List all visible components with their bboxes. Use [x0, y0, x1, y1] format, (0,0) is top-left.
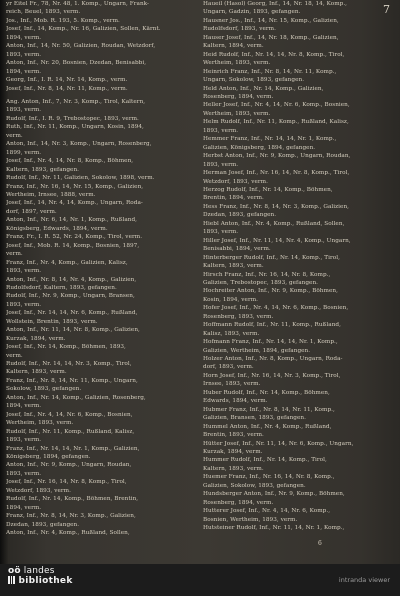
entry-line: Hochreiter Anton, Inf., Nr. 9, Komp., Böhmen, [203, 288, 338, 295]
entry-line: Hemmer Franz, Inf., Nr. 14, 14, Nr. 1, Komp., [203, 136, 337, 143]
entry-line: Horn Josef, Inf., Nr. 16, 14, Nr. 3, Komp., Tirol, [203, 372, 341, 379]
library-logo[interactable] [8, 566, 73, 587]
entry-line: Hutsteiner Rudolf, Inf., Nr. 11, 14, Nr. 1, Komp., [203, 525, 345, 532]
entry-line: Franz, Inf., Nr. 16, 14, Nr. 15, Komp., Galizien, [6, 183, 144, 190]
entry-line: 1894, verm. [6, 68, 42, 75]
entry-line: 1893, verm. [203, 229, 239, 236]
entry-line: 1893, verm. [6, 301, 42, 308]
entry-line: Ruth, Inf., Nr. 11, Komp., Ungarn, Kosin, 1894, [6, 124, 144, 131]
entry-line: Königsberg, Edwards, 1894, verm. [6, 225, 108, 232]
entry-line: Herman Josef, Inf., Nr. 16, 14, Nr. 8, Komp., Tirol, [203, 170, 350, 177]
entry-line: Josef, Inf., Nr. 4, 14, Nr. 6, Komp., Bosnien, [6, 411, 133, 418]
entry-line: Wertheim, Irnsee, 1888, verm. [6, 191, 96, 198]
entry-line: Hausner Jos., Inf., 14, Nr. 15, Komp., Galizien, [203, 17, 339, 24]
entry-line: Brentin, 1893, verm. [203, 432, 264, 439]
entry-line: Franz, Inf., Nr. 14, 14, Nr. 1, Komp., Galizien, [6, 445, 140, 452]
page-number: 7 [383, 3, 390, 16]
entry-line: Kurzak, 1894, verm. [203, 449, 263, 456]
entry-line: Wollstein, Brentin, 1893, verm. [6, 318, 98, 325]
entry-line: Anton, Inf., Nr. 4, Komp., Rußland, Sollen, [6, 530, 130, 537]
entry-line: Rosenberg, 1894, verm. [203, 93, 274, 100]
entry-line: 1893, verm. [6, 268, 42, 275]
entry-line: Hess Franz, Inf., Nr. 8, 14, Nr. 3, Komp., Galizien, [203, 203, 350, 210]
entry-line: Brentin, 1894, verm. [203, 195, 264, 202]
entry-line: Rudolf, Inf., Nr. 11, Galizien, Sokolow, 1898, verm. [6, 175, 155, 182]
entry-line: Kalisz, 1893, verm. [203, 330, 260, 337]
entry-line: Anton, Inf., Nr. 14, Komp., Galizien, Rosenberg, [6, 394, 146, 401]
entry-line: verm. [6, 132, 23, 139]
entry-line: Kaltern, 1893, verm. [203, 263, 264, 270]
entry-line: Hundsberger Anton, Inf., Nr. 9, Komp., Böhmen, [203, 491, 345, 498]
entry-line: Rudolf, Inf., Nr. 9, Komp., Ungarn, Bransen, [6, 293, 135, 300]
entry-line: Hummer Rudolf, Inf., Nr. 14, Komp., Tirol, [203, 457, 327, 464]
entry-line: Hofer Josef, Inf., Nr. 4, 14, Nr. 6, Komp., Bosnien, [203, 305, 349, 312]
entry-line: Rosenberg, 1894, verm. [203, 499, 274, 506]
entry-line: Anton, Inf., Nr. 9, Komp., Ungarn, Roudan, [6, 462, 132, 469]
entry-line: Hutterer Josef, Inf., Nr. 4, 14, Nr. 6, Komp., [203, 508, 331, 515]
entry-line: Kaltern, 1893, gefangen. [6, 166, 80, 173]
entry-line: Rosenberg, 1893, verm. [203, 313, 274, 320]
entry-line: Franz, Fr., I. R. 52, Nr. 24, Komp., Tirol, verm. [6, 234, 143, 241]
viewer-label: intranda viewer [338, 576, 390, 584]
entry-line: Dzedan, 1893, gefangen. [203, 212, 277, 219]
entry-line: verm. [6, 352, 23, 359]
entry-line: Hauser Josef, Inf., 14, Nr. 18, Komp., Galizien, [203, 34, 339, 41]
entry-line: 1899, verm. [6, 149, 42, 156]
entry-line: 1893, verm. [6, 470, 42, 477]
entry-line: Hiebl Anton, Inf., Nr. 4, Komp., Rußland, Sollen, [203, 220, 345, 227]
entry-line: Galizien, Königsberg, 1894, gefangen. [203, 144, 316, 151]
entry-line: Anton, Inf., Nr. 6, 14, Nr. 1, Komp., Rußland, [6, 217, 138, 224]
entry-line: Hiller Josef, Inf., Nr. 11, 14, Nr. 4, Komp., Ungarn, [203, 237, 351, 244]
entry-line: Wertheim, 1893, verm. [6, 420, 74, 427]
entry-line: Huber Rudolf, Inf., Nr. 14, Komp., Böhmen, [203, 389, 330, 396]
entry-line: Ungarn, Gadzin, 1893, gefangen. [203, 9, 301, 16]
entry-line: Anton, Inf., Nr. 20, Bosnien, Dzedan, Benisabbi, [6, 60, 147, 67]
entry-line: Wertheim, 1893, verm. [203, 110, 271, 117]
entry-line: Kurzak, 1894, verm. [6, 335, 66, 342]
right-column [203, 0, 391, 556]
entry-line: Josef, Inf., 14, Komp., Nr. 16, Galizien, Sollen, Kärnt. [6, 26, 161, 33]
entry-line: Josef, Inf., Nr. 8, 14, Nr. 11, Komp., verm. [6, 85, 128, 92]
entry-line: 1893, verm. [6, 51, 42, 58]
column-footnote: 6 [318, 540, 322, 547]
entry-line: Bosnien, Wertheim, 1893, verm. [203, 516, 298, 523]
entry-line: Ang. Anton, Inf., 7, Nr. 3, Komp., Tirol, Kaltern, [6, 98, 146, 105]
entry-line: Josef, Inf., Nr. 4, 14, Nr. 8, Komp., Böhmen, [6, 158, 134, 165]
entry-line: Josef, Inf., 14, Nr. 4, 14, Komp., Ungarn, Roda- [6, 200, 143, 207]
entry-line: Hinterberger Rudolf, Inf., Nr. 14, Komp., Tirol, [203, 254, 340, 261]
entry-line: Kaltern, 1893, verm. [6, 369, 67, 376]
entry-line: Hofmann Franz, Inf., Nr. 14, 14, Nr. 1, Komp., [203, 339, 338, 346]
entry-line: yr Eitel Fr., 78, Nr. 48, 1. Komp., Ungarn, Frank- [6, 1, 150, 7]
entry-line: Holzer Anton, Inf., Nr. 8, Komp., Ungarn, Roda- [203, 356, 343, 363]
entry-line: Kaltern, 1893, verm. [203, 465, 264, 472]
entry-line: Herzog Rudolf, Inf., Nr. 14, Komp., Böhmen, [203, 186, 333, 193]
logo-bars-icon [8, 576, 16, 587]
entry-line: Wetzdorf, 1893, verm. [203, 178, 268, 185]
entry-line: Anton, Inf., Nr. 11, 14, Nr. 8, Komp., Galizien, [6, 327, 140, 334]
entry-line: Haueil (Hasol) Georg, Inf., 14, Nr. 18, 14, Komp., [203, 1, 348, 7]
logo-text-line2: bibliothek [18, 576, 73, 586]
entry-line: verm. [6, 251, 23, 258]
entry-line: Heinrich Franz, Inf., Nr. 8, 14, Nr. 11, Komp., [203, 68, 337, 75]
entry-line: Hütter Josef, Inf., Nr. 11, 14, Nr. 6, Komp., Ungarn, [203, 440, 354, 447]
entry-line: Kaltern, 1894, verm. [203, 43, 264, 50]
entry-line: Edwards, 1894, verm. [203, 398, 268, 405]
entry-line: Ungarn, Sokolow, 1893, gefangen. [203, 77, 305, 84]
entry-line: Franz, Inf., Nr. 8, 14, Nr. 11, Komp., Ungarn, [6, 377, 138, 384]
entry-line: Königsberg, 1894, gefangen. [6, 454, 91, 461]
entry-line: Helm Rudolf, Inf., Nr. 11, Komp., Rußland, Kalisz, [203, 119, 349, 126]
entry-line: Rudolf, Inf., Nr. 14, Komp., Böhmen, Brentin, [6, 496, 139, 503]
entry-line: Josef, Inf., Mob. R. 14, Komp., Bosnien, 1897, [6, 242, 140, 249]
entry-line: Benisabbi, 1894, verm. [203, 246, 271, 253]
entry-line: Anton, Inf., 14, Nr. 3, Komp., Ungarn, Rosenberg, [6, 141, 152, 148]
entry-line: Galizien, Trebostopec, 1893, gefangen. [203, 279, 319, 286]
entry-line: Heller Josef, Inf., Nr. 4, 14, Nr. 6, Komp., Bosnien, [203, 102, 350, 109]
entry-line: Josef, Inf., Nr. 14, Komp., Böhmen, 1893, [6, 344, 126, 351]
entry-line: Herbst Anton, Inf., Nr. 9, Komp., Ungarn, Roudan, [203, 153, 351, 160]
entry-line: Rudolf, Inf., I. R. 9, Trebostopec, 1893, verm. [6, 115, 139, 122]
entry-line: dorf, 1893, verm. [203, 364, 254, 371]
entry-line: Rudolf, Inf., Nr. 14, 14, Nr. 3, Komp., Tirol, [6, 361, 132, 368]
entry-line: Held Anton, Inf., Nr. 14, Komp., Galizien, [203, 85, 324, 92]
entry-line: Wetzdorf, 1893, verm. [6, 487, 71, 494]
entry-line: Kosin, 1894, verm. [203, 296, 259, 303]
entry-line: Anton, Inf., Nr. 8, 14, Nr. 4, Komp., Galizien, [6, 276, 137, 283]
entry-line: Georg, Inf., I. R. 14, Nr. 14, Komp., verm. [6, 77, 128, 84]
entry-line: 1893, verm. [203, 161, 239, 168]
entry-line: Jos., Inf., Mob. R. 193, 5. Komp., verm. [6, 17, 120, 24]
entry-line: Franz, Inf., Nr. 8, 14, Nr. 3, Komp., Galizien, [6, 513, 136, 520]
entry-line: Sokolow, 1893, gefangen. [6, 386, 82, 393]
entry-line: 1894, verm. [6, 403, 42, 410]
left-column [6, 0, 198, 556]
entry-line: 1894, verm. [6, 34, 42, 41]
entry-line: Rudolf, Inf., Nr. 11, Komp., Rußland, Kalisz, [6, 428, 135, 435]
logo-text-line1: landes [23, 566, 55, 576]
entry-line: Franz, Inf., Nr. 4, Komp., Galizien, Kalisz, [6, 259, 128, 266]
entry-line: Josef, Inf., Nr. 14, 14, Nr. 6, Komp., Rußland, [6, 310, 138, 317]
entry-line: Hoffmann Rudolf, Inf., Nr. 11, Komp., Rußland, [203, 322, 341, 329]
entry-line: Rudolfsdorf, 1893, verm. [203, 26, 276, 33]
entry-line: Anton, Inf., 14, Nr. 50, Galizien, Roudan, Wetzdorf, [6, 43, 156, 50]
entry-line: Galizien, Sokolow, 1893, gefangen. [203, 482, 306, 489]
entry-line: Huemer Franz, Inf., Nr. 16, 14, Nr. 8, Komp., [203, 474, 335, 481]
entry-line: reich, Beuel, 1893, verm. [6, 9, 81, 16]
entry-line: Rudolfsdorf, Kaltern, 1893, gefangen. [6, 284, 117, 291]
entry-line: 1893, verm. [203, 127, 239, 134]
entry-line: Irnsee, 1893, verm. [203, 381, 261, 388]
entry-line: Heid Rudolf, Inf., Nr. 14, 14, Nr. 8, Komp., Tirol, [203, 51, 345, 58]
entry-line: Hubmer Franz, Inf., Nr. 8, 14, Nr. 11, Komp., [203, 406, 335, 413]
entry-line: Galizien, Bransen, 1893, gefangen. [203, 415, 306, 422]
entry-line: dorf, 1897, verm. [6, 208, 57, 215]
entry-line: Wertheim, 1893, verm. [203, 60, 271, 67]
entry-line: Hirsch Franz, Inf., Nr. 16, 14, Nr. 8, Komp., [203, 271, 331, 278]
entry-line: 1894, verm. [6, 504, 42, 511]
entry-line: 1893, verm. [6, 107, 42, 114]
entry-line: Galizien, Wertheim, 1894, gefangen. [203, 347, 311, 354]
entry-line: Hummel Anton, Inf., Nr. 4, Komp., Rußland, [203, 423, 332, 430]
entry-line: 1893, verm. [6, 437, 42, 444]
entry-line: Josef, Inf., Nr. 16, 14, Nr. 8, Komp., Tirol, [6, 479, 127, 486]
logo-mark: oö [8, 566, 21, 576]
entry-line: Dzedan, 1893, gefangen. [6, 521, 80, 528]
